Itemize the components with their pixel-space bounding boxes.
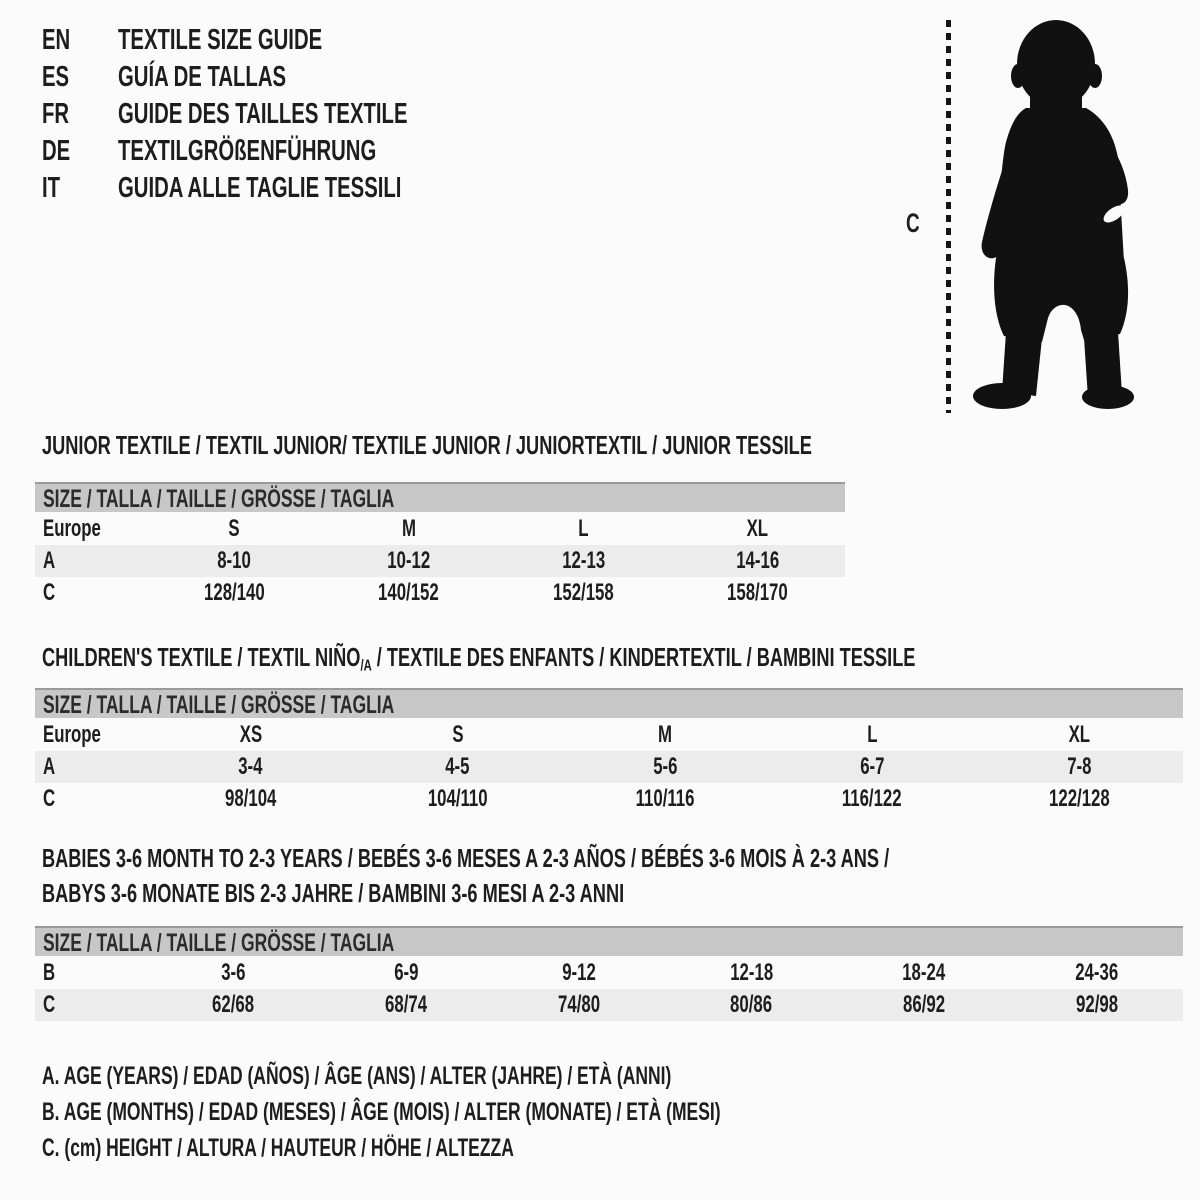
size-header-bar: SIZE / TALLA / TAILLE / GRÖSSE / TAGLIA (35, 926, 1183, 956)
size-value: 3-4 (238, 753, 263, 780)
row-label: A (43, 753, 56, 780)
size-value: 18-24 (902, 958, 946, 986)
size-value: 158/170 (727, 579, 789, 606)
size-value: 98/104 (224, 785, 277, 812)
table-row-age (35, 545, 845, 577)
size-value: 140/152 (378, 579, 440, 606)
row-label: B (43, 958, 56, 986)
section-title-babies: BABIES 3-6 MONTH TO 2-3 YEARS / BEBÉS 3-6 MESES A 2-3 AÑOS / BÉBÉS 3-6 MOIS À 2-3 ANS / BABYS 3-6 MONATE BIS 2-3 JAHRE / BAMBINI 3-6 MESI A 2-3 ANNI (42, 843, 890, 908)
language-header (42, 22, 532, 207)
size-value: 68/74 (384, 991, 428, 1018)
toddler-silhouette-icon (962, 12, 1140, 414)
size-value: 5-6 (652, 753, 678, 780)
section-title-children: CHILDREN'S TEXTILE / TEXTIL NIÑO/A / TEXTILE DES ENFANTS / KINDERTEXTIL / BAMBINI TESSILE (42, 642, 916, 675)
size-value: 4-5 (445, 753, 470, 780)
size-value: 8-10 (217, 547, 252, 574)
size-table-children (35, 688, 1183, 815)
size-value: 14-16 (736, 547, 780, 574)
legend-line-b: B. AGE (MONTHS) / EDAD (MESES) / ÂGE (MOIS) / ALTER (MONATE) / ETÀ (MESI) (42, 1098, 721, 1126)
language-code: FR (42, 98, 70, 130)
row-label: C (43, 991, 56, 1018)
column-header-size: L (578, 514, 589, 542)
row-label: C (43, 785, 56, 812)
language-code: EN (42, 24, 71, 56)
legend-line-c: C. (cm) HEIGHT / ALTURA / HAUTEUR / HÖHE / ALTEZZA (42, 1134, 514, 1162)
language-title: GUÍA DE TALLAS (118, 61, 287, 93)
language-row-it (42, 170, 532, 207)
column-header-region: Europe (43, 514, 101, 542)
section-title-junior: JUNIOR TEXTILE / TEXTIL JUNIOR/ TEXTILE JUNIOR / JUNIORTEXTIL / JUNIOR TESSILE (42, 430, 812, 460)
size-value: 74/80 (557, 991, 600, 1018)
size-header-bar: SIZE / TALLA / TAILLE / GRÖSSE / TAGLIA (35, 482, 845, 512)
table-row-age (35, 751, 1183, 783)
size-value: 104/110 (427, 785, 488, 812)
column-header-row (35, 718, 1183, 751)
language-row-fr (42, 96, 532, 133)
size-value: 12-13 (561, 547, 605, 574)
size-header-bar: SIZE / TALLA / TAILLE / GRÖSSE / TAGLIA (35, 688, 1183, 718)
language-code: DE (42, 135, 71, 167)
table-row-height (35, 577, 845, 609)
column-header-row (35, 512, 845, 545)
language-row-es (42, 59, 532, 96)
height-reference-dashed-line (946, 20, 951, 413)
language-title: TEXTILE SIZE GUIDE (118, 24, 323, 56)
size-value: 128/140 (203, 579, 265, 606)
table-row-height (35, 783, 1183, 815)
size-value: 24-36 (1075, 958, 1119, 986)
column-header-size: XL (747, 514, 769, 542)
size-value: 80/86 (730, 991, 773, 1018)
size-value: 9-12 (561, 958, 596, 986)
column-header-region: Europe (43, 720, 101, 748)
size-value: 122/128 (1049, 785, 1110, 812)
column-header-size: L (867, 720, 878, 748)
column-header-size: M (657, 720, 672, 748)
legend-line-a: A. AGE (YEARS) / EDAD (AÑOS) / ÂGE (ANS) / ALTER (JAHRE) / ETÀ (ANNI) (42, 1062, 672, 1090)
column-header-size: S (228, 514, 240, 542)
language-code: ES (42, 61, 70, 93)
size-value: 12-18 (729, 958, 773, 986)
column-header-size: XL (1068, 720, 1091, 748)
size-value: 6-7 (860, 753, 885, 780)
size-value: 152/158 (552, 579, 614, 606)
language-title: TEXTILGRÖßENFÜHRUNG (118, 135, 377, 167)
table-row-height (35, 989, 1183, 1021)
language-title: GUIDE DES TAILLES TEXTILE (118, 98, 408, 130)
size-value: 10-12 (387, 547, 431, 574)
table-row-age-months (35, 956, 1183, 989)
size-value: 7-8 (1067, 753, 1092, 780)
size-value: 92/98 (1075, 991, 1118, 1018)
language-title: GUIDA ALLE TAGLIE TESSILI (118, 172, 402, 204)
size-value: 110/116 (635, 785, 695, 812)
column-header-size: XS (239, 720, 262, 748)
size-table-junior (35, 482, 845, 609)
language-row-en (42, 22, 532, 59)
column-header-size: S (452, 720, 464, 748)
size-table-babies (35, 926, 1183, 1021)
language-row-de (42, 133, 532, 170)
size-value: 62/68 (212, 991, 255, 1018)
column-header-size: M (401, 514, 416, 542)
legend (42, 1058, 1011, 1166)
row-label: C (43, 579, 56, 606)
size-value: 6-9 (393, 958, 419, 986)
size-value: 3-6 (221, 958, 246, 986)
size-value: 116/122 (842, 785, 903, 812)
row-label: A (43, 547, 56, 574)
height-label-c: C (906, 208, 920, 238)
nino-a-subscript: /A (360, 656, 372, 675)
language-code: IT (42, 172, 61, 204)
size-value: 86/92 (902, 991, 946, 1018)
